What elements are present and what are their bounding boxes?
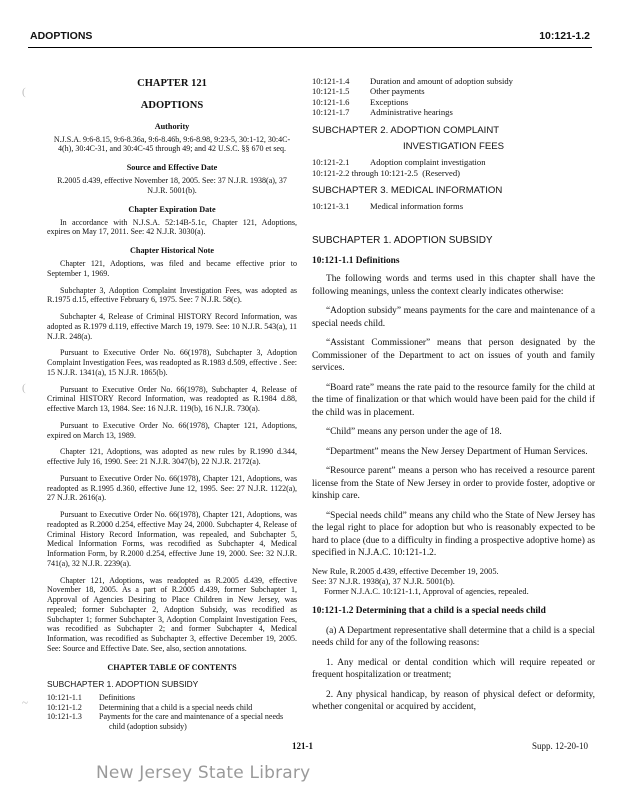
toc-section-title: Determining that a child is a special needs child [99,702,253,712]
header-left: ADOPTIONS [30,30,93,42]
body-paragraph: 2. Any physical handicap, by reason of physical defect or deformity, whether congenital or acquired by accident, [312,689,595,713]
toc-section-title: Exceptions [370,96,409,107]
toc-section-number: 10:121-1.1 [47,692,82,702]
history-paragraph: Subchapter 3, Adoption Complaint Investigation Fees, was adopted as R.1975 d.15, effective February 6, 1975. See: 7 N.J.R. 58(c). [47,285,297,305]
definition-paragraph: “Assistant Commissioner” means that person designated by the Commissioner of the Department to act on issues of youth and family services. [312,338,595,374]
margin-mark: ~ [22,697,28,709]
history-line: Former N.J.A.C. 10:121-1.1, Approval of agencies, repealed. [324,587,529,597]
history-heading: Chapter Historical Note [130,246,214,256]
toc-section-number: 10:121-1.3 [47,712,82,722]
toc-section-number: 10:121-1.2 [47,702,82,712]
toc-entry [312,168,595,178]
toc-entry [312,157,595,167]
toc-subchapter-heading-cont: INVESTIGATION FEES [402,140,505,152]
source-text: R.2005 d.439, effective November 18, 2005. See: 37 N.J.R. 1938(a), 37 N.J.R. 5001(b). [57,176,287,195]
definition-paragraph: “Resource parent” means a person who has received a resource parent license from the State of New Jersey in order to provide foster, adoptive or kinship care. [312,466,595,502]
history-paragraph: Chapter 121, Adoptions, was filed and became effective prior to September 1, 1969. [47,259,297,278]
toc-section-number: 10:121-2.1 [312,157,350,168]
definition-paragraph: “Adoption subsidy” means payments for the care and maintenance of a special needs child. [312,306,595,329]
header-right: 10:121-1.2 [539,30,590,42]
header-rule [28,47,592,48]
toc-section-title: Administrative hearings [370,107,453,118]
toc-subchapter-heading: SUBCHAPTER 2. ADOPTION COMPLAINT [312,124,500,136]
right-column [312,76,595,721]
margin-mark: ( [22,86,26,98]
body-paragraph: (a) A Department representative shall determine that a child is a special needs child for any of the following reasons: [312,625,595,649]
history-paragraph: Chapter 121, Adoptions, was readopted as R.2005 d.439, effective November 18, 2005. As a part of R.2005 d.439, former Subchapter 1, Approval of Agencies Desiring to Place Children in New Jersey, was repealed; former Subchapter 2, Adoption Subsidy, was recodified as Subchapter 1; former Subchapter 3, Adoption Complaint Investigation Fees, was recodified as Subchapter 2; and former Subchapter 4, Medical Information, was recodified as Subchapter 3, effective December 19, 2005. See: Source and Effective Date. See, also, section annotations. [47,575,297,653]
definition-paragraph: “Special needs child” means any child who the State of New Jersey has the legal right to place for adoption but who is reasonably expected to be hard to place (due to a difficulty in finding a prospective adoptive home) as specified in N.J.A.C. 10:121-1.2. [312,510,595,559]
page-number: 121-1 [292,741,313,751]
margin-mark: ( [22,382,26,394]
supplement-date: Supp. 12-20-10 [532,741,588,751]
section-history-note [312,567,595,597]
expiration-heading: Chapter Expiration Date [128,204,216,214]
left-column [47,76,297,732]
subchapter-heading: SUBCHAPTER 1. ADOPTION SUBSIDY [312,234,493,246]
authority-heading: Authority [154,121,190,131]
running-header [30,30,590,44]
history-line: New Rule, R.2005 d.439, effective December 19, 2005. [312,566,499,576]
toc-entry [312,97,595,107]
toc-section-number: 10:121-1.5 [312,86,350,97]
chapter-number: CHAPTER 121 [137,78,207,89]
toc-section-title: Other payments [370,86,425,97]
toc-section-number: 10:121-1.6 [312,96,350,107]
history-paragraph: Pursuant to Executive Order No. 66(1978), Chapter 121, Adoptions, expired on March 13, 1989. [47,420,297,440]
section-heading: 10:121-1.2 Determining that a child is a special needs child [312,606,546,617]
toc-entry [312,86,595,96]
toc-section-number: 10:121-1.4 [312,76,350,86]
history-paragraph: Chapter 121, Adoptions, was adopted as new rules by R.1990 d.344, effective July 16, 1990. See: 21 N.J.R. 3047(b), 22 N.J.R. 2172(a). [47,447,297,467]
toc-section-title: Adoption complaint investigation [370,157,486,168]
toc-section-number: 10:121-2.2 through 10:121-2.5 [312,167,418,178]
toc-entry [312,76,595,86]
definition-paragraph: “Department” means the New Jersey Department of Human Services. [326,446,588,457]
toc-section-title: Payments for the care and maintenance of a special needs child (adoption subsidy) [99,712,284,732]
chapter-title: ADOPTIONS [140,99,204,111]
history-paragraph: Pursuant to Executive Order No. 66(1978), Subchapter 4, Release of Criminal HISTORY Record Information, was readopted as R.1984 d.88, effective March 13, 1984. See: 16 N.J.R. 119(b), 16 N.J.R. 730(a). [47,384,297,414]
toc-subchapter-heading: SUBCHAPTER 3. MEDICAL INFORMATION [312,185,503,197]
toc-entry [47,712,297,732]
source-heading: Source and Effective Date [126,163,218,173]
toc-entry [47,703,297,713]
history-line: See: 37 N.J.R. 1938(a), 37 N.J.R. 5001(b). [312,577,455,587]
section-heading: 10:121-1.1 Definitions [312,255,400,266]
toc-section-number: 10:121-1.7 [312,107,350,118]
history-paragraph: Pursuant to Executive Order No. 66(1978), Subchapter 3, Adoption Complaint Investigation Fees, was readopted as R.1983 d.509, effective . See: 15 N.J.R. 1341(a), 15 N.J.R. 1865(b). [47,348,297,377]
toc-subchapter-heading: SUBCHAPTER 1. ADOPTION SUBSIDY [47,678,199,689]
toc-section-number: 10:121-3.1 [312,201,350,212]
body-paragraph: The following words and terms used in this chapter shall have the following meanings, unless the context clearly indicates otherwise: [312,274,595,297]
expiration-text: In accordance with N.J.S.A. 52:14B-5.1c, Chapter 121, Adoptions, expires on May 17, 2011. See: 42 N.J.R. 3030(a). [47,217,297,237]
body-paragraph: 1. Any medical or dental condition which will require repeated or frequent hospitalization or treatment; [312,657,595,681]
definition-paragraph: “Child” means any person under the age of 18. [326,427,502,438]
toc-section-title: Medical information forms [370,201,464,212]
toc-entry [47,693,297,703]
history-paragraph: Pursuant to Executive Order No. 66(1978), Chapter 121, Adoptions, was readopted as R.2000 d.254, effective May 24, 2000. Subchapter 4, Release of Criminal History Record Information, was repealed, and Subchapter 5, Medical Information Forms, was recodified as Subchapter 4, Medical Information Form, by R.2000 d.254, effective June 19, 2000. See: 32 N.J.R. 741(a), 32 N.J.R. 2239(a). [47,510,297,568]
toc-entry [312,107,595,117]
history-paragraph: Pursuant to Executive Order No. 66(1978), Chapter 121, Adoptions, was readopted as R.1995 d.360, effective June 12, 1995. See: 27 N.J.R. 1122(a), 27 N.J.R. 2616(a). [47,473,297,503]
authority-text: N.J.S.A. 9:6-8.15, 9:6-8.36a, 9:6-8.46b, 9:6-8.98, 9:23-5, 30:1-12, 30:4C-4(h), 30:4C-31, and 30:4C-45 through 49; and 42 U.S.C. §§ 670 et seq. [53,134,291,154]
toc-heading: CHAPTER TABLE OF CONTENTS [107,662,237,672]
toc-section-title: (Reserved) [422,167,460,178]
definition-paragraph: “Board rate” means the rate paid to the resource family for the child at the time of finalization or that which would have been paid for the child if the child was in placement. [312,382,595,418]
history-paragraph: Subchapter 4, Release of Criminal HISTORY Record Information, was adopted as R.1979 d.119, effective March 19, 1979. See: 10 N.J.R. 543(a), 11 N.J.R. 248(a). [47,312,297,341]
library-stamp: New Jersey State Library [96,763,311,783]
toc-entry [312,201,595,211]
toc-section-title: Definitions [99,692,135,702]
toc-section-title: Duration and amount of adoption subsidy [370,76,513,86]
